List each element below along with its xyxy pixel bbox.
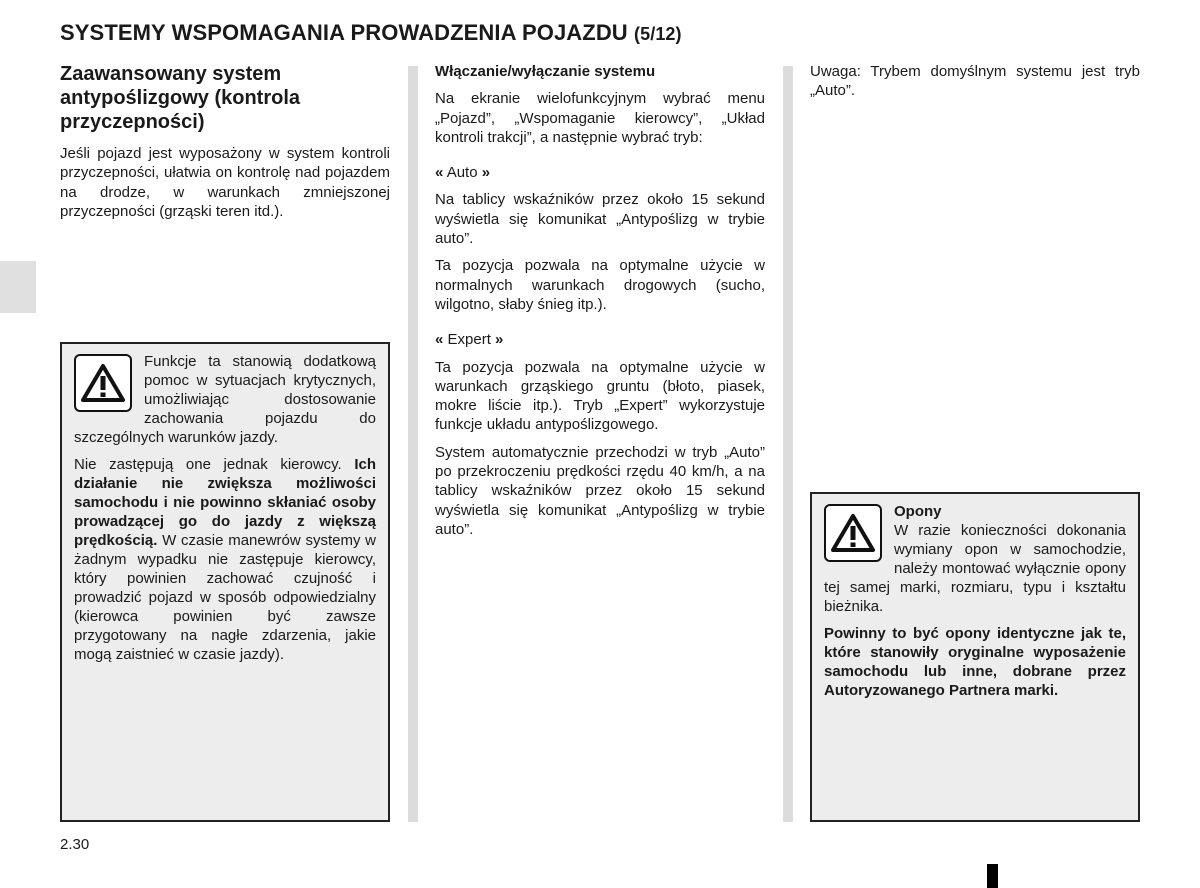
- column-left: [60, 62, 390, 229]
- section-heading: Zaawansowany system antypoślizgowy (kontrola przyczepności): [60, 63, 301, 133]
- subheading-enable-disable: Włączanie/wyłączanie systemu: [435, 63, 656, 80]
- warning-text-start: Nie zastępują one jednak kierowcy.: [74, 456, 355, 473]
- page-fraction: (5/12): [634, 24, 682, 44]
- tyres-title: Opony: [894, 503, 942, 520]
- warning-paragraph-2: [74, 455, 376, 664]
- intro-paragraph: Jeśli pojazd jest wyposażony w system kontroli przyczepności, ułatwia on kontrolę nad pojazdem na drodze, w warunkach zmniejszonej przyczepności (grząski teren itd.).: [60, 145, 390, 220]
- column-right: [810, 62, 1140, 109]
- column-divider-bar: [783, 66, 793, 822]
- section-tab-marker: [0, 261, 36, 313]
- mode-auto-text: Auto: [446, 164, 478, 182]
- warning-triangle-icon: [74, 354, 132, 412]
- menu-paragraph: Na ekranie wielofunkcyjnym wybrać menu „Pojazd”, „Wspomaganie kierowcy”, „Układ kontroli trakcji”, a następnie wybrać tryb:: [435, 90, 765, 146]
- mode-auto-label: « Auto »: [435, 164, 491, 182]
- warning-text-end: W czasie manewrów systemy w żadnym wypadku nie zastępuje kierowcy, który powinien zachować czujność i prowadzić pojazd w sposób odpowiedzialny (kierowca powinien być zawsze przygotowany na nagłe zdarzenia, jakie mogą zaistnieć w czasie jazdy).: [74, 532, 376, 663]
- default-mode-note: Uwaga: Trybem domyślnym systemu jest tryb „Auto”.: [810, 63, 1140, 100]
- page-number: 2.30: [60, 836, 90, 853]
- column-middle: [435, 62, 765, 547]
- tyres-paragraph-2: [824, 624, 1126, 700]
- expert-paragraph-1: Ta pozycja pozwala na optymalne użycie w warunkach grząskiego gruntu (błoto, piasek, mokre liście itp.). Tryb „Expert” wykorzystuje funkcje układu antypoślizgowego.: [435, 358, 765, 434]
- warning-triangle-icon: [824, 504, 882, 562]
- page-title: [60, 20, 682, 46]
- page-title-text: SYSTEMY WSPOMAGANIA PROWADZENIA POJAZDU: [60, 20, 628, 45]
- warning-box-safety: [60, 342, 390, 822]
- expert-paragraph-2: System automatycznie przechodzi w tryb „Auto” po przekroczeniu prędkości rzędu 40 km/h, a na tablicy wskaźników przez około 15 sekund wyświetla się komunikat „Antypoślizg w trybie auto”.: [435, 443, 765, 538]
- warning-text-bold: Ich działanie nie zwiększa możliwości samochodu i nie powinno skłaniać osoby prowadzącej go do jazdy z większą prędkością.: [74, 456, 376, 549]
- tyres-paragraph-1: W razie konieczności dokonania wymiany opon w samochodzie, należy montować wyłącznie opony tej samej marki, rozmiaru, typu i kształtu bieżnika.: [824, 522, 1126, 615]
- column-divider-bar: [408, 66, 418, 822]
- warning-box-tyres: [810, 492, 1140, 822]
- auto-paragraph-2: Ta pozycja pozwala na optymalne użycie w normalnych warunkach drogowych (sucho, wilgotno, słaby śnieg itp.).: [435, 257, 765, 313]
- mode-expert-label: « Expert »: [435, 331, 504, 349]
- warning-paragraph-1: Funkcje ta stanowią dodatkową pomoc w sytuacjach krytycznych, umożliwiając dostosowanie zachowania pojazdu do szczególnych warunków jazdy.: [74, 353, 376, 446]
- page-edge-mark: [987, 864, 998, 888]
- mode-expert-text: Expert: [447, 331, 491, 349]
- tyres-text-bold: Powinny to być opony identyczne jak te, które stanowiły oryginalne wyposażenie samochodu lub inne, dobrane przez Autoryzowanego Partnera marki.: [824, 625, 1126, 699]
- auto-paragraph-1: Na tablicy wskaźników przez około 15 sekund wyświetla się komunikat „Antypoślizg w trybie auto”.: [435, 191, 765, 248]
